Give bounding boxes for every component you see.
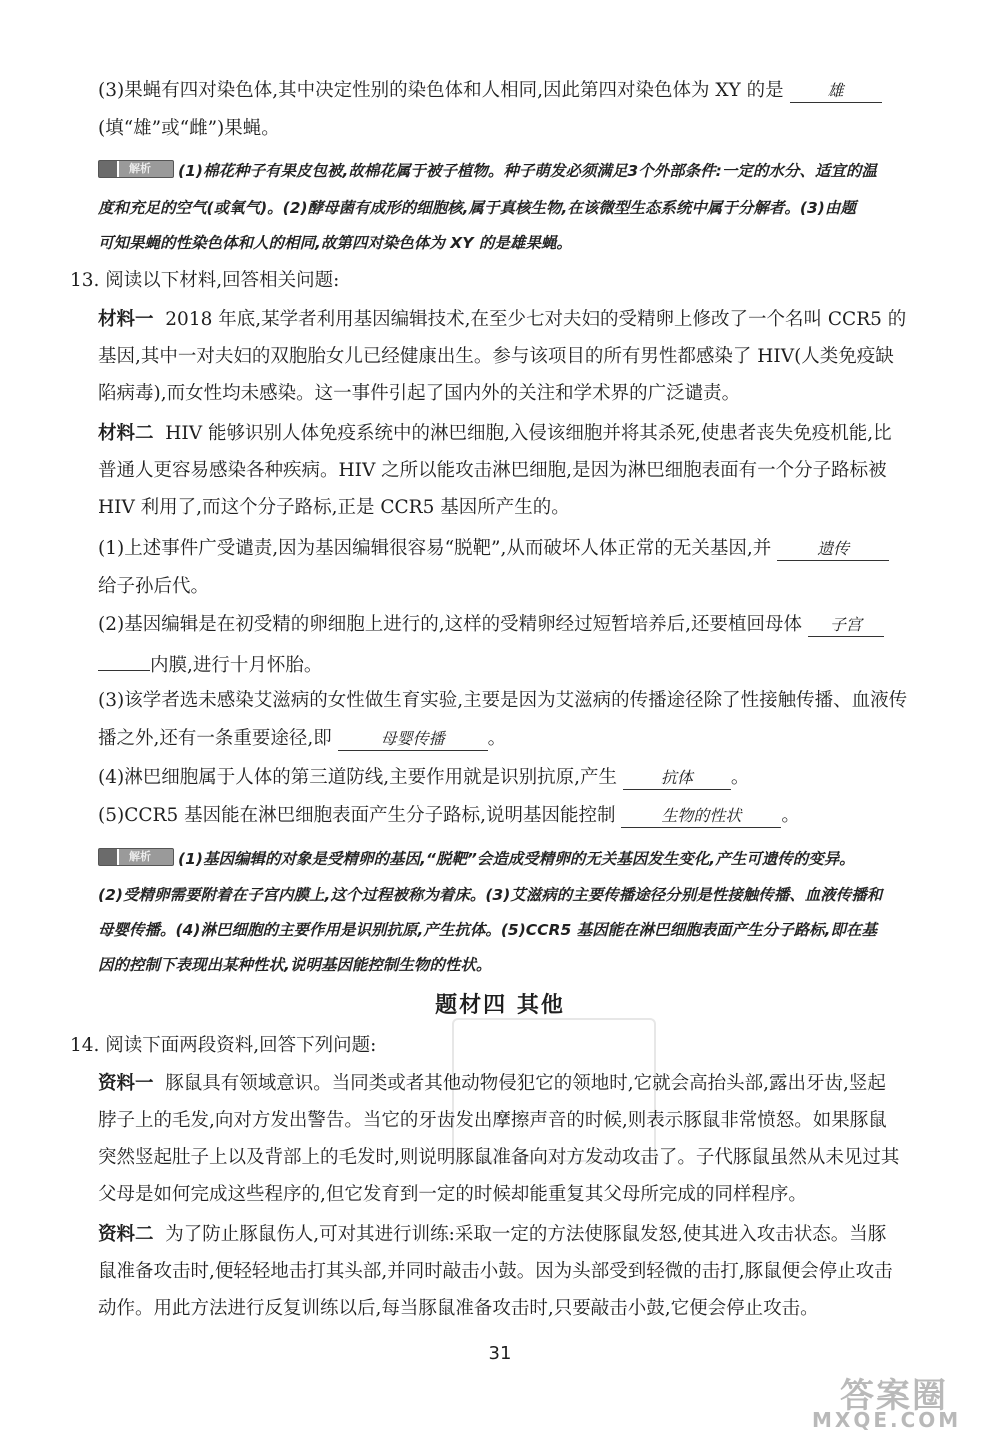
q13-part4-answer: 抗体 <box>623 767 731 790</box>
q13-material1-line2: 基因,其中一对夫妇的双胞胎女儿已经健康出生。参与该项目的所有男性都感染了 HIV(人类免疫缺 <box>98 346 894 367</box>
q13-part3-line2 <box>98 726 506 752</box>
q13-part4-end: 。 <box>730 767 750 788</box>
q13-part2-text: (2)基因编辑是在初受精的卵细胞上进行的,这样的受精卵经过短暂培养后,还要植回母体 <box>98 614 802 635</box>
q13-stem: 13. 阅读以下材料,回答相关问题: <box>70 270 340 291</box>
q13-part5-answer: 生物的性状 <box>621 805 781 828</box>
expl12-line2: 度和充足的空气(或氧气)。(2)酵母菌有成形的细胞核,属于真核生物,在该微型生态系统中属于分解者。(3)由题 <box>98 199 856 217</box>
q13-material1-line3: 陷病毒),而女性均未感染。这一事件引起了国内外的关注和学术界的广泛谴责。 <box>98 383 741 404</box>
q13-part2-tail <box>98 650 322 679</box>
q13-part1-tail: 给子孙后代。 <box>98 576 210 597</box>
explanation-tag-icon: 解析 <box>98 848 174 866</box>
q13-material2-line2: 普通人更容易感染各种疾病。HIV 之所以能攻击淋巴细胞,是因为淋巴细胞表面有一个分子路标被 <box>98 460 887 481</box>
q13-part5-end: 。 <box>781 805 800 826</box>
q13-part2-tail-text: 内膜,进行十月怀胎。 <box>150 655 323 676</box>
q13-part3-text: 播之外,还有一条重要途径,即 <box>98 728 332 749</box>
material2-text1: HIV 能够识别人体免疫系统中的淋巴细胞,入侵该细胞并将其杀死,使患者丧失免疫机能,比 <box>165 423 892 444</box>
q13-part3-line1: (3)该学者选未感染艾滋病的女性做生育实验,主要是因为艾滋病的传播途径除了性接触传播、血液传 <box>98 690 908 711</box>
section-title: 题材四 其他 <box>435 993 565 1018</box>
data1-text1: 豚鼠具有领域意识。当同类或者其他动物侵犯它的领地时,它就会高抬头部,露出牙齿,竖起 <box>165 1073 886 1094</box>
q13-part2 <box>98 612 884 638</box>
q13-part5 <box>98 803 800 829</box>
watermark-logo <box>812 1368 992 1432</box>
q14-data1-line4: 父母是如何完成这些程序的,但它发育到一定的时候却能重复其父母所完成的同样程序。 <box>98 1184 807 1205</box>
q13-material1-line1 <box>98 307 906 333</box>
material2-label: 材料二 <box>98 423 154 444</box>
q13-part3-answer: 母婴传播 <box>338 728 488 751</box>
q13-part2-answer: 子宫 <box>808 614 884 637</box>
expl13-line4: 因的控制下表现出某种性状,说明基因能控制生物的性状。 <box>98 956 492 974</box>
expl12-line3: 可知果蝇的性染色体和人的相同,故第四对染色体为 XY 的是雄果蝇。 <box>98 234 572 252</box>
q13-part4-text: (4)淋巴细胞属于人体的第三道防线,主要作用就是识别抗原,产生 <box>98 767 617 788</box>
q12-part3-answer: 雄 <box>790 80 882 103</box>
explanation-tag-icon: 解析 <box>98 160 174 178</box>
q13-part1-text: (1)上述事件广受谴责,因为基因编辑很容易“脱靶”,从而破坏人体正常的无关基因,并 <box>98 538 772 559</box>
q14-data1-line2: 脖子上的毛发,向对方发出警告。当它的牙齿发出摩擦声音的时候,则表示豚鼠非常愤怒。如果豚鼠 <box>98 1110 887 1131</box>
watermark-url: MXQE.COM <box>812 1408 962 1432</box>
expl13-line2: (2)受精卵需要附着在子宫内膜上,这个过程被称为着床。(3)艾滋病的主要传播途径分别是性接触传播、血液传播和 <box>98 886 883 904</box>
q14-data2-line3: 动作。用此方法进行反复训练以后,每当豚鼠准备攻击时,只要敲击小鼓,它便会停止攻击。 <box>98 1298 819 1319</box>
q14-stem: 14. 阅读下面两段资料,回答下列问题: <box>70 1035 377 1056</box>
q14-data2-line1 <box>98 1222 886 1248</box>
watermark-logo-text: 答案圈 <box>840 1376 948 1416</box>
q13-part1 <box>98 536 889 562</box>
q13-part1-answer: 遗传 <box>777 538 889 561</box>
q13-part3-end: 。 <box>487 728 507 749</box>
q13-material2-line1 <box>98 421 892 447</box>
q12-part3-tail: (填“雄”或“雌”)果蝇。 <box>98 118 280 139</box>
material1-label: 材料一 <box>98 309 154 330</box>
q12-part3-text: (3)果蝇有四对染色体,其中决定性别的染色体和人相同,因此第四对染色体为 XY 的是 <box>98 80 784 101</box>
q12-part3 <box>98 78 882 104</box>
q14-data1-line1 <box>98 1071 886 1097</box>
data2-label: 资料二 <box>98 1224 154 1245</box>
expl13-line3: 母婴传播。(4)淋巴细胞的主要作用是识别抗原,产生抗体。(5)CCR5 基因能在淋巴细胞表面产生分子路标,即在基 <box>98 921 878 939</box>
q13-part2-blank-cont <box>98 650 150 671</box>
data2-text1: 为了防止豚鼠伤人,可对其进行训练:采取一定的方法使豚鼠发怒,使其进入攻击状态。当豚 <box>165 1224 887 1245</box>
q14-data2-line2: 鼠准备攻击时,便轻轻地击打其头部,并同时敲击小鼓。因为头部受到轻微的击打,豚鼠便会停止攻击 <box>98 1261 893 1282</box>
q13-part5-text: (5)CCR5 基因能在淋巴细胞表面产生分子路标,说明基因能控制 <box>98 805 616 826</box>
q13-material2-line3: HIV 利用了,而这个分子路标,正是 CCR5 基因所产生的。 <box>98 497 570 518</box>
page-number: 31 <box>488 1343 512 1364</box>
data1-label: 资料一 <box>98 1073 154 1094</box>
expl12-line1: 解析 (1)棉花种子有果皮包被,故棉花属于被子植物。种子萌发必须满足3个外部条件:一定的水分、适宜的温 <box>98 160 877 182</box>
q14-data1-line3: 突然竖起肚子上以及背部上的毛发时,则说明豚鼠准备向对方发动攻击了。子代豚鼠虽然从未见过其 <box>98 1147 900 1168</box>
expl13-line1: 解析 (1)基因编辑的对象是受精卵的基因,“脱靶”会造成受精卵的无关基因发生变化,产生可遗传的变异。 <box>98 848 855 870</box>
q13-part4 <box>98 765 749 791</box>
material1-text1: 2018 年底,某学者利用基因编辑技术,在至少七对夫妇的受精卵上修改了一个名叫 CCR5 的 <box>165 309 907 330</box>
